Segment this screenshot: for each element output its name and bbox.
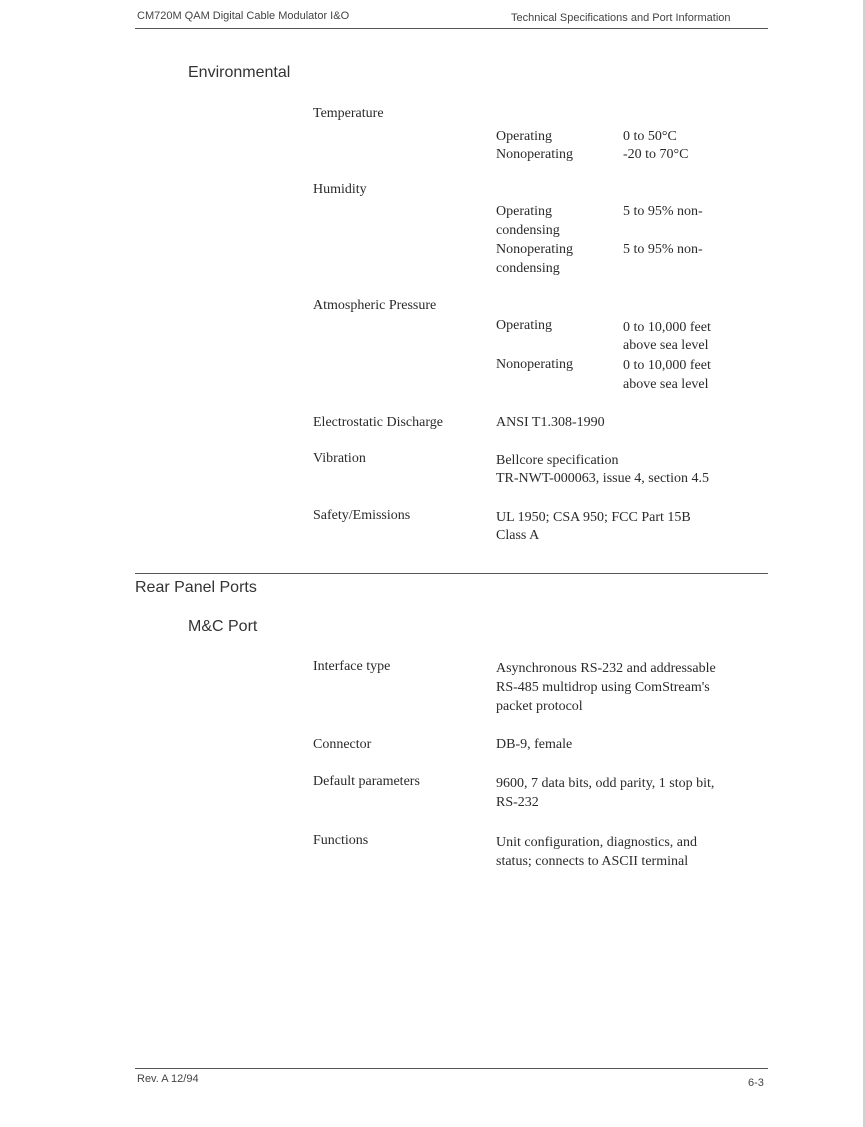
temperature-label: Temperature: [313, 106, 384, 121]
temperature-nonoperating-value: -20 to 70°C: [623, 147, 689, 162]
pressure-operating-value-1: 0 to 10,000 feet: [623, 320, 711, 335]
pressure-operating-value-2: above sea level: [623, 338, 709, 353]
esd-label: Electrostatic Discharge: [313, 415, 443, 430]
interface-value-3: packet protocol: [496, 699, 583, 714]
environmental-heading: Environmental: [188, 64, 291, 81]
safety-value-1: UL 1950; CSA 950; FCC Part 15B: [496, 510, 691, 525]
humidity-operating-label: Operating: [496, 204, 552, 219]
vibration-label: Vibration: [313, 451, 366, 466]
defaults-value-2: RS-232: [496, 795, 539, 810]
rear-panel-heading: Rear Panel Ports: [135, 579, 257, 596]
header-rule: [135, 28, 768, 29]
functions-value-1: Unit configuration, diagnostics, and: [496, 835, 698, 850]
pressure-nonoperating-value-1: 0 to 10,000 feet: [623, 358, 711, 373]
header-right: Technical Specifications and Port Information: [511, 12, 731, 24]
page-number: 6-3: [748, 1077, 764, 1089]
humidity-operating-cont: condensing: [496, 223, 560, 238]
interface-value-1: Asynchronous RS-232 and addressable: [496, 661, 716, 676]
functions-value-2: status; connects to ASCII terminal: [496, 854, 689, 869]
section-rule: [135, 573, 768, 574]
pressure-nonoperating-label: Nonoperating: [496, 357, 573, 372]
temperature-nonoperating-label: Nonoperating: [496, 147, 573, 162]
footer-rule: [135, 1068, 768, 1069]
pressure-label: Atmospheric Pressure: [313, 298, 437, 313]
safety-label: Safety/Emissions: [313, 508, 411, 523]
humidity-operating-value: 5 to 95% non-: [623, 204, 703, 219]
humidity-nonoperating-value: 5 to 95% non-: [623, 242, 703, 257]
pressure-nonoperating-value-2: above sea level: [623, 377, 709, 392]
vibration-value-2: TR-NWT-000063, issue 4, section 4.5: [496, 471, 709, 486]
defaults-label: Default parameters: [313, 774, 420, 789]
functions-label: Functions: [313, 833, 369, 848]
humidity-label: Humidity: [313, 182, 367, 197]
vibration-value-1: Bellcore specification: [496, 453, 619, 468]
defaults-value-1: 9600, 7 data bits, odd parity, 1 stop bit,: [496, 776, 715, 791]
temperature-operating-value: 0 to 50°C: [623, 129, 677, 144]
connector-label: Connector: [313, 737, 372, 752]
pressure-operating-label: Operating: [496, 318, 552, 333]
humidity-nonoperating-label: Nonoperating: [496, 242, 573, 257]
mc-port-heading: M&C Port: [188, 618, 258, 635]
interface-value-2: RS-485 multidrop using ComStream's: [496, 680, 710, 695]
connector-value: DB-9, female: [496, 737, 573, 752]
esd-value: ANSI T1.308-1990: [496, 415, 605, 430]
header-left: CM720M QAM Digital Cable Modulator I&O: [137, 10, 350, 22]
temperature-operating-label: Operating: [496, 129, 552, 144]
safety-value-2: Class A: [496, 528, 540, 543]
footer-revision: Rev. A 12/94: [137, 1073, 199, 1085]
humidity-nonoperating-cont: condensing: [496, 261, 560, 276]
interface-label: Interface type: [313, 659, 391, 674]
